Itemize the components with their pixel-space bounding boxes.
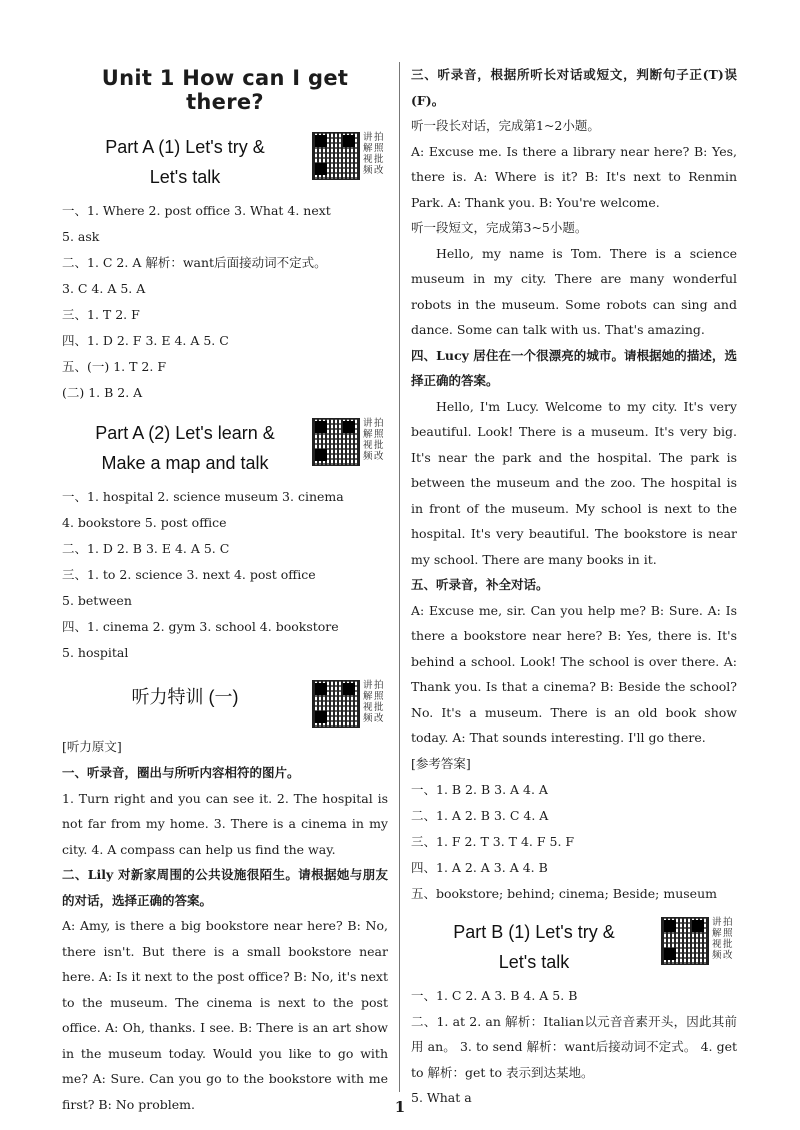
qr-code[interactable]: [312, 680, 388, 728]
qr-label: 讲 解 视 频 拍 照 批 改: [712, 916, 733, 961]
qr-code-icon: [312, 418, 360, 466]
answer-line: 5. ask: [62, 229, 100, 244]
answer-line: 三、1. T 2. F: [62, 307, 140, 322]
transcript-text: A: Amy, is there a big bookstore near here? B: No, there isn't. But there is a small bookstore near here. A: Is it next to the post office? B: No, it's next to the museum. The cinema is next to the post office. A: Oh, thanks. I see. B: There is an art show in the museum today. Would you like to go with me? A: Sure. Can you go to the bookstore with me first? B: No problem.: [62, 918, 388, 1112]
qr-label: 讲 解 视 频 拍 照 批 改: [363, 680, 384, 724]
section-title: Part A (1) Let's try & Let's talk: [105, 137, 265, 187]
answer-line: 二、1. A 2. B 3. C 4. A: [411, 807, 549, 823]
qr-code-icon: [312, 132, 360, 180]
qr-code[interactable]: [312, 132, 388, 180]
answer-line: 3. C 4. A 5. A: [62, 281, 146, 296]
instruction: 听一段短文，完成第3~5小题。: [411, 220, 588, 235]
section-part-a2: [62, 418, 388, 478]
qr-code-icon: [312, 680, 360, 728]
answer-line: 三、1. to 2. science 3. next 4. post office: [62, 567, 316, 582]
answer-line: 一、1. hospital 2. science museum 3. cinema: [62, 489, 344, 504]
transcript-text: A: Excuse me. Is there a library near here? B: Yes, there is. A: Where is it? B: It's next to Renmin Park. A: Thank you. B: You're welcome.: [411, 143, 737, 210]
page-number: 1: [394, 1098, 406, 1116]
right-column: [411, 62, 737, 1111]
answer-line: 四、1. D 2. F 3. E 4. A 5. C: [62, 333, 229, 348]
section-listening: [62, 680, 388, 730]
question-title: 五、听录音，补全对话。: [411, 577, 549, 592]
answer-line: 三、1. F 2. T 3. T 4. F 5. F: [411, 833, 575, 849]
question-title: 一、听录音，圈出与所听内容相符的图片。: [62, 765, 300, 780]
answers-label: [参考答案]: [411, 755, 471, 771]
section-title: Part B (1) Let's try & Let's talk: [453, 921, 615, 972]
answer-line: 4. bookstore 5. post office: [62, 515, 227, 530]
instruction: 听一段长对话，完成第1~2小题。: [411, 118, 600, 133]
answer-line: 五、bookstore; behind; cinema; Beside; museum: [411, 885, 717, 901]
qr-label: 讲 解 视 频 拍 照 批 改: [363, 418, 384, 462]
answer-line: 5. hospital: [62, 645, 129, 660]
answer-line: 5. between: [62, 593, 132, 608]
answer-line: 二、1. at 2. an 解析：Italian以元音音素开头，因此其前用 an。 3. to send 解析：want后接动词不定式。 4. get to 解析：get to 表示到达某地。: [411, 1013, 737, 1080]
left-column: [62, 60, 388, 1117]
transcript-text: Hello, my name is Tom. There is a science museum in my city. There are many wonderful robots in the museum. Some robots can sing and dance. Some can talk with us. That's amazing.: [411, 245, 737, 337]
answer-line: 一、1. C 2. A 3. B 4. A 5. B: [411, 987, 578, 1003]
section-title: Part A (2) Let's learn & Make a map and talk: [95, 423, 275, 473]
answer-line: 四、1. A 2. A 3. A 4. B: [411, 859, 548, 875]
section-title: 听力特训 (一): [131, 687, 239, 707]
qr-code[interactable]: [312, 418, 388, 466]
question-title: 二、Lily 对新家周围的公共设施很陌生。请根据她与朋友的对话，选择正确的答案。: [62, 867, 388, 908]
answer-line: 五、(一) 1. T 2. F: [62, 359, 167, 374]
transcript-text: A: Excuse me, sir. Can you help me? B: Sure. A: Is there a bookstore near here? B: Yes, there is. It's behind a school. Look! The school is over there. A: Thank you. Is that a cinema? B: Beside the school? No. It's a museum. There is an old book show today. A: That sounds interesting. I'll go there.: [411, 602, 737, 745]
answer-line: 四、1. cinema 2. gym 3. school 4. bookstore: [62, 619, 339, 634]
qr-code[interactable]: [661, 917, 737, 965]
unit-title: Unit 1 How can I get there?: [101, 66, 349, 114]
transcript-text: 1. Turn right and you can see it. 2. The hospital is not far from my home. 3. There is a cinema in my city. 4. A compass can help us find the way.: [62, 790, 388, 857]
answer-line: 一、1. Where 2. post office 3. What 4. next: [62, 203, 331, 218]
answer-line: 二、1. D 2. B 3. E 4. A 5. C: [62, 541, 230, 556]
section-part-b1: [411, 917, 737, 977]
question-title: 三、听录音，根据所听长对话或短文，判断句子正(T)误(F)。: [411, 67, 737, 108]
transcript-text: Hello, I'm Lucy. Welcome to my city. It's very beautiful. Look! There is a museum. It's very big. It's near the park and the hospital. The park is between the museum and the zoo. The hospital is in front of the museum. My school is next to the hospital. It's very beautiful. The bookstore is near my school. There are many books in it.: [411, 398, 737, 567]
transcript-label: [听力原文]: [62, 739, 122, 754]
answer-line: 5. What a: [411, 1090, 472, 1105]
answer-line: 二、1. C 2. A 解析：want后面接动词不定式。: [62, 255, 327, 270]
answer-line: 一、1. B 2. B 3. A 4. A: [411, 781, 548, 797]
qr-code-icon: [661, 917, 709, 965]
answer-line: (二) 1. B 2. A: [62, 385, 143, 400]
column-divider: [399, 62, 400, 1092]
qr-label: 讲 解 视 频 拍 照 批 改: [363, 132, 384, 176]
section-part-a1: [62, 132, 388, 192]
question-title: 四、Lucy 居住在一个很漂亮的城市。请根据她的描述，选择正确的答案。: [411, 347, 737, 388]
